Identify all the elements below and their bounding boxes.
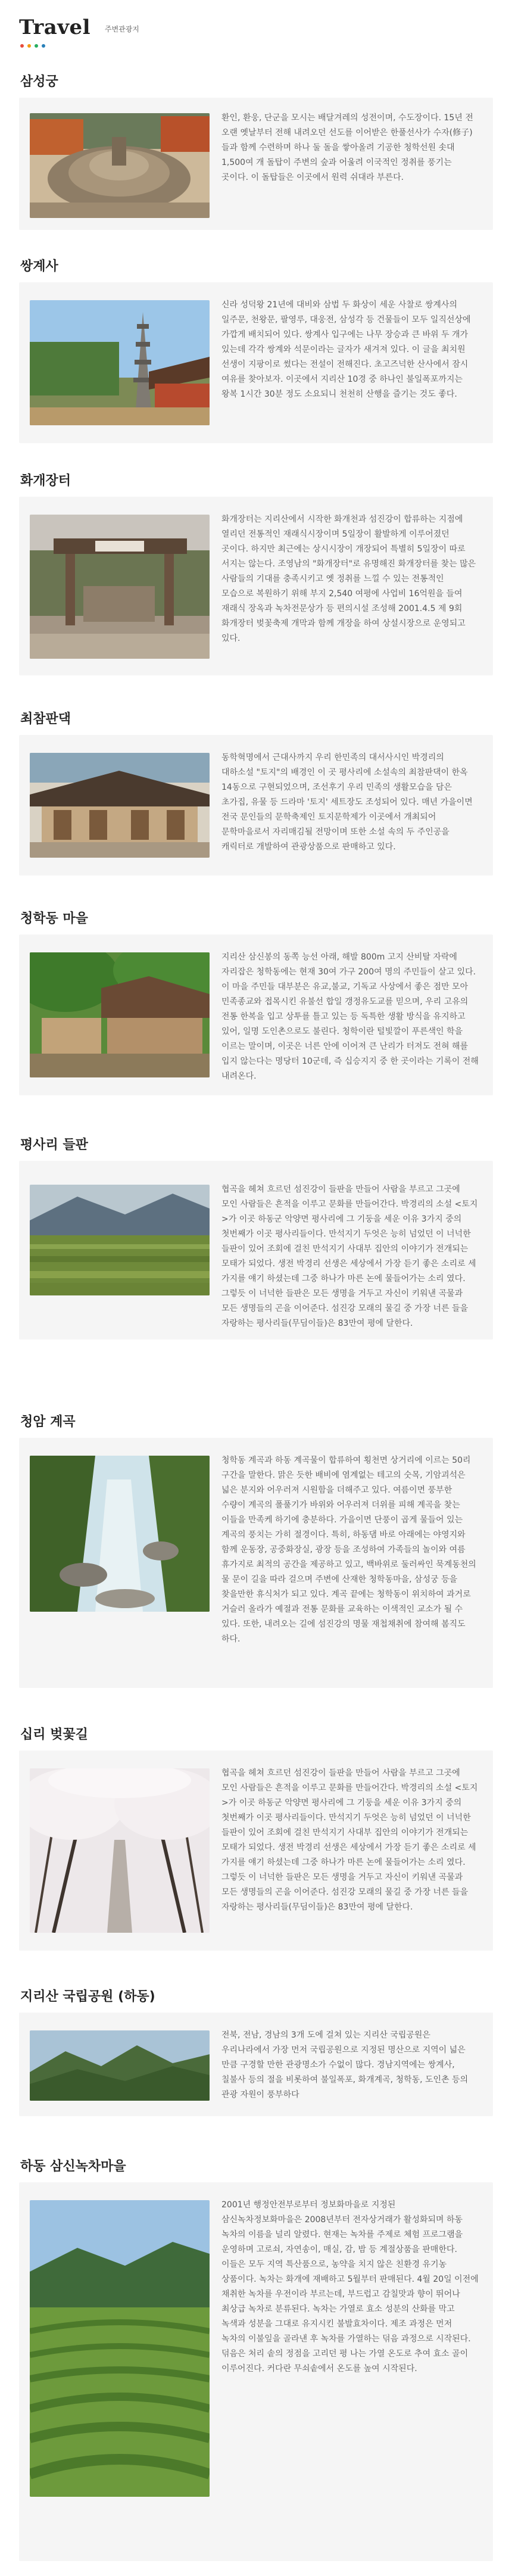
brand-dots: [20, 44, 45, 48]
attraction-title: 삼성궁: [20, 74, 58, 89]
attraction-description: 신라 성덕왕 21년에 대비와 삼법 두 화상이 세운 사찰로 쌍계사의 일주문, 천왕문, 팔영루, 대웅전, 삼성각 등 건물들이 모두 일직선상에 가깝게 배치되어 있다. 쌍계사 입구에는 나무 장승과 큰 바위 두 개가 있는데 각각 쌍계와 석문이라는 글자가 새겨져 있다. 이 글을 최치원 선생이 지팡이로 썼다는 전설이 전해진다. 초고즈넉한 산사에서 잠시 여유를 찾아보자. 이곳에서 지리산 10경 중 하나인 불일폭포까지는 왕복 1시간 30분 정도 소요되니 천천히 산행을 즐기는 것도 좋다.: [221, 300, 471, 399]
brand-dot: [35, 44, 38, 48]
attraction-title: 청학동 마을: [20, 911, 88, 926]
attraction-title: 최참판댁: [20, 712, 71, 727]
attraction-card: [19, 935, 493, 1095]
cheongam-valley-photo: [30, 1456, 210, 1612]
attraction-title: 청암 계곡: [20, 1415, 76, 1429]
attraction-description: 환인, 환웅, 단군을 모시는 배달겨레의 성전이며, 수도장이다. 15년 전 오랜 옛날부터 전해 내려오던 선도를 이어받은 한풀선사가 수자(修子)들과 함께 수련하며 하나 둘 돌을 쌓아올려 기공한 청학선원 솟대 1,500여 개 돌탑이 주변의 숲과 어울려 이국적인 정취를 풍기는 곳이다. 이 돌탑들은 이곳에서 원력 쉬대라 부른다.: [221, 113, 473, 182]
choechampan-hanok-house-photo: [30, 753, 210, 858]
attraction-title: 평사리 들판: [20, 1138, 88, 1152]
cheonghakdong-village-photo: [30, 952, 210, 1077]
attraction-card: [19, 497, 493, 675]
brand-dot: [42, 44, 45, 48]
cherry-blossom-road-photo: [30, 1768, 210, 1933]
attraction-description: 지리산 삼신봉의 동쪽 능선 아래, 해발 800m 고지 산비탈 자락에 자리잡은 청학동에는 현재 30여 가구 200여 명의 주민들이 살고 있다. 이 마을 주민들 대부분은 유교,불교, 기독교 사상에서 좋은 점만 모아 민족종교와 접목시킨 유불선 합일 갱정유도교를 믿으며, 우리 고유의 전통 한복을 입고 상투를 틀고 있는 등 독특한 생활 방식을 유지하고 있어, 일명 도인촌으로도 불린다. 청학이란 털빛깔이 푸른색인 학을 이르는 말이며, 이곳은 너른 안에 이어져 큰 난리가 터져도 전혀 해를 입지 않는다는 명당터 10군데, 즉 십승지지 중 한 곳이라는 기록이 전해 내려온다.: [221, 952, 479, 1081]
attraction-description: 화개장터는 지리산에서 시작한 화개천과 섬진강이 합류하는 지점에 열리던 전통적인 재래식시장이며 5일장이 활발하게 이루어졌던 곳이다. 하지만 최근에는 상시시장이 개장되어 특별히 5일장이 따로 서지는 않는다. 조영남의 "화개장터"로 유명해진 화개장터를 찾는 많은 사람들의 기대를 충족시키고 옛 정취를 느낄 수 있는 전통적인 모습으로 복원하기 위해 부지 2,540 여평에 사업비 16억원을 들여 재래식 장옥과 녹차전문상가 등 편의시설 조성해 2001.4.5 제 9회 화개장터 벚꽃축제 개막과 함께 개장을 하여 상설시장으로 운영되고 있다.: [221, 515, 476, 643]
attraction-description: 협곡을 헤쳐 흐르던 섬진강이 들판을 만들어 사람을 부르고 그곳에 모인 사람들은 흔적을 이루고 문화를 만들어간다. 박경리의 소설 <토지>가 이곳 하동군 악양면 평사리에 그 기둥을 세운 이유 3가지 중의 첫번째가 이곳 평사리들이다. 만석지기 두엇은 능히 넘었던 이 너넉한 들판이 있어 조회에 걸친 만석지기 사대부 집안의 이야기가 전개되는 모태가 되었다. 생전 박경리 선생은 세상에서 가장 듣기 좋은 소리로 세 가지를 얘기 하셨는데 그중 하나가 마른 논에 물들어가는 소리 였다. 그렇듯 이 너넉한 들판은 모든 생명을 거두고 자신이 키워낸 곡물과 모든 생명들의 곤을 이어준다. 섬진강 모래의 물길 중 가장 너른 들을 자랑하는 평사리들(무딤이들)은 83만여 평에 달한다.: [221, 1185, 478, 1328]
attraction-card: [19, 2182, 493, 2561]
jirisan-national-park-photo: [30, 2030, 210, 2101]
samseonggung-stone-altar-photo: [30, 113, 210, 218]
attraction-description: 전북, 전남, 경남의 3개 도에 걸쳐 있는 지리산 국립공원은 우리나라에서 가장 먼저 국립공원으로 지정된 명산으로 지역이 넓은 만큼 구경할 만한 관광명소가 수없이 많다. 경남지역에는 쌍계사, 칠불사 등의 절을 비롯하여 불일폭포, 화개계곡, 청학동, 도인촌 등의 관광 자원이 풍부하다: [221, 2030, 469, 2100]
attraction-card: [19, 1750, 493, 1951]
hwagae-market-gate-photo: [30, 515, 210, 659]
attraction-description: 동학혁명에서 근대사까지 우리 한민족의 대서사시인 박경리의 대하소설 "토지"의 배경인 이 곳 평사리에 소설속의 최참판댁이 한옥 14동으로 구현되었으며, 조선후기 우리 민족의 생활모습을 담은 초가집, 유물 등 드라마 '토지' 세트장도 조성되어 있다. 매년 가을이면 전국 문인들의 문학축제인 토지문학제가 이곳에서 개최되어 문학마을로서 자리매김될 전망이며 또한 소설 속의 두 주인공을 캐릭터로 개발하여 관광상품으로 판매하고 있다.: [221, 753, 473, 852]
brand-subtitle: 주변관광지: [105, 25, 139, 33]
brand-title: Travel: [19, 15, 91, 39]
attraction-title: 쌍계사: [20, 259, 58, 274]
attraction-title: 하동 삼신녹차마을: [20, 2159, 126, 2174]
brand-dot: [20, 44, 24, 48]
attraction-description: 청학동 계곡과 하동 계곡물이 합류하여 횡천면 상거리에 이르는 50리 구간을 말한다. 맑은 듯한 배비에 염계없는 테고의 숫목, 기암괴석은 넓은 분지와 어우러져 시원함을 더해주고 있다. 여름이면 풍부한 수량이 계곡의 폴풀기가 바위와 어우러져 더위를 피해 계곡을 찾는 이들을 만족케 하기에 충분하다. 가을이면 단풍이 곱게 물들어 있는 계곡의 풍치는 가히 절경이다. 특히, 하동댐 바로 아래에는 야영지와 함께 운동장, 공중화장실, 광장 등을 조성하여 가족들의 놀이와 여름 휴가지로 최적의 공간을 제공하고 있고, 백바위로 둘러싸인 묵계동천의 물 문이 길을 따라 걸으며 주변에 산재한 청학동마을, 삼성궁 등을 찾을만한 휴식처가 되고 있다. 계곡 끝에는 청학동이 위치하여 과거로 거슬러 올라가 예절과 전통 문화를 교육하는 이색적인 교소가 될 수 있다. 또한, 내려오는 길에 섬진강의 명물 재첩채취에 참여해 봄직도 하다.: [221, 1456, 476, 1644]
attraction-card: [19, 2013, 493, 2116]
attraction-card: [19, 98, 493, 230]
pyeongsari-field-photo: [30, 1185, 210, 1295]
ssanggyesa-temple-pagoda-photo: [30, 300, 210, 425]
attraction-title: 십리 벚꽃길: [20, 1727, 88, 1742]
brand-dot: [27, 44, 31, 48]
attraction-title: 화개장터: [20, 474, 71, 488]
attraction-card: [19, 1161, 493, 1340]
attraction-card: [19, 282, 493, 443]
attraction-description: 협곡을 헤쳐 흐르던 섬진강이 들판을 만들어 사람을 부르고 그곳에 모인 사람들은 흔적을 이루고 문화를 만들어간다. 박경리의 소설 <토지>가 이곳 하동군 악양면 평사리에 그 기둥을 세운 이유 3가지 중의 첫번째가 이곳 평사리들이다. 만석지기 두엇은 능히 넘었던 이 너넉한 들판이 있어 조회에 걸친 만석지기 사대부 집안의 이야기가 전개되는 모태가 되었다. 생전 박경리 선생은 세상에서 가장 듣기 좋은 소리로 세 가지를 얘기 하셨는데 그중 하나가 마른 논에 물들어가는 소리 였다. 그렇듯 이 너넉한 들판은 모든 생명을 거두고 자신이 키워낸 곡물과 모든 생명들의 곤을 이어준다. 섬진강 모래의 물길 중 가장 너른 들을 자랑하는 평사리들(무딤이들)은 83만여 평에 달한다.: [221, 1768, 478, 1912]
attraction-card: [19, 735, 493, 876]
attraction-description: 2001년 행정안전부로부터 정보화마을로 지정된 삼신녹차정보화마을은 2008년부터 전자상거래가 활성화되며 하동 녹차의 이름을 널리 알렸다. 현재는 녹차를 주제로 체험 프로그램을 운영하며 고로쇠, 자연송이, 매실, 감, 밤 등 계절상품을 판매한다. 이들은 모두 지역 특산품으로, 농약을 치지 않은 친환경 유기농 상품이다. 녹차는 화개에 재배하고 5월부터 판매된다. 4월 20일 이전에 채취한 녹차를 우전이라 부르는데, 부드럽고 감칠맛과 향이 뛰어나 최상급 녹차로 분류된다. 녹차는 가열로 효소 성분의 산화를 막고 녹색과 성분을 그대로 유지시킨 불발효차이다. 제조 과정은 먼저 녹차의 이불잎을 골라낸 후 녹차를 가열하는 덖음 과정으로 시작된다. 덖음은 처리 솥의 정점을 고리던 평 나는 가열 온도로 추여 효소 골이 이루어진다. 커다란 무쇠솥에서 온도를 높여 시작된다.: [221, 2200, 479, 2373]
attraction-title: 지리산 국립공원 (하동): [20, 1989, 155, 2004]
attraction-card: [19, 1438, 493, 1688]
header: [0, 0, 512, 54]
samsin-green-tea-field-photo: [30, 2200, 210, 2497]
